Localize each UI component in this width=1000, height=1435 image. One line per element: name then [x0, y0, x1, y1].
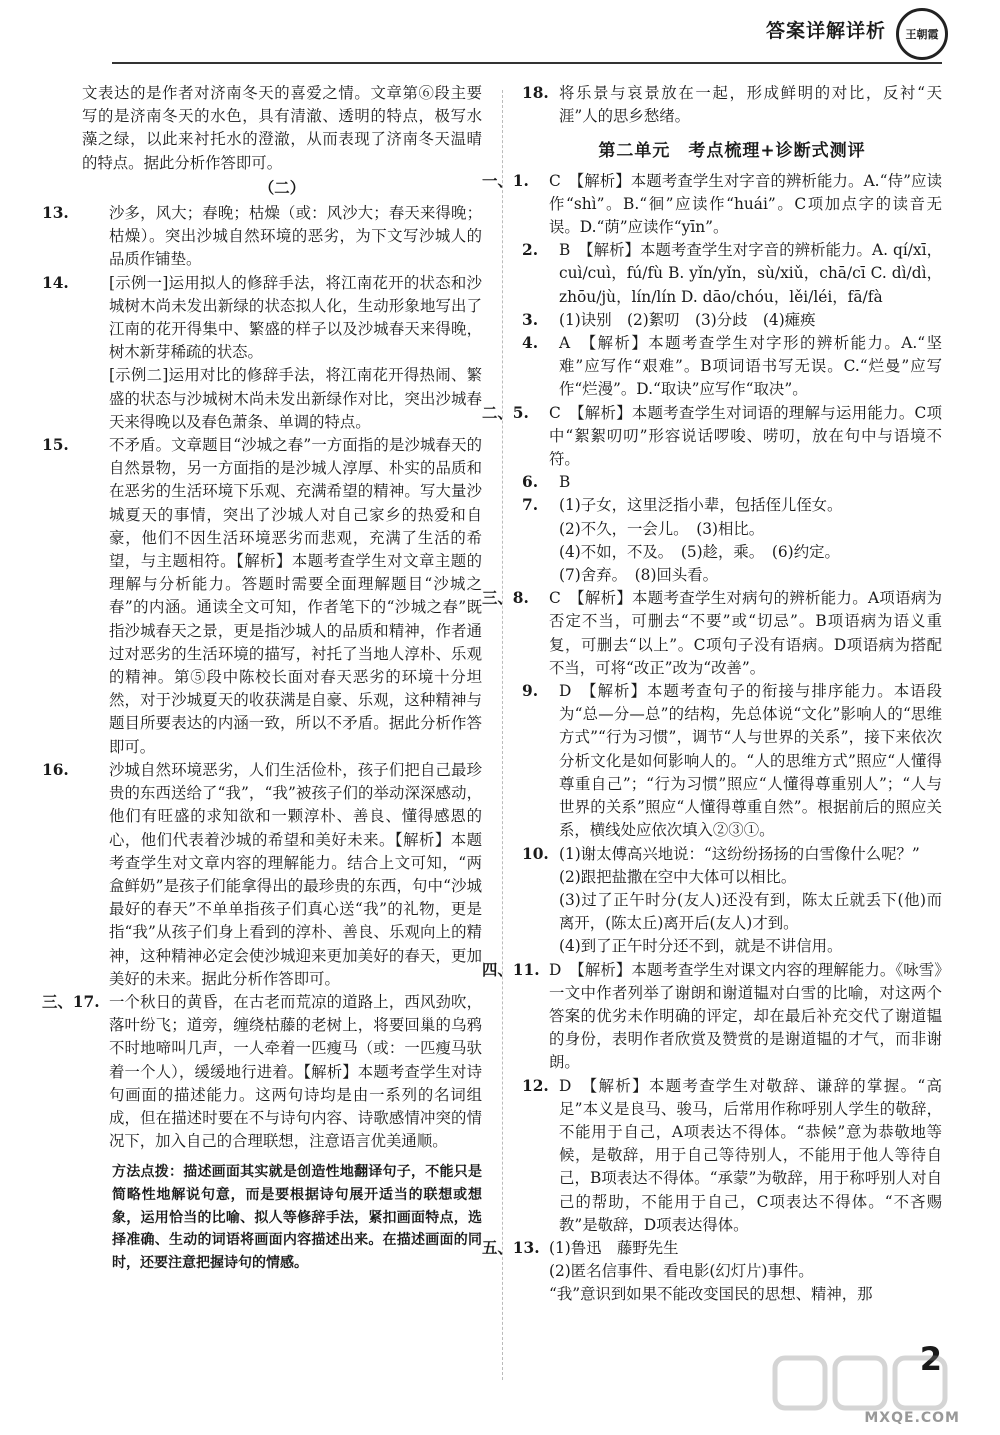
- answer-item: [522, 1075, 942, 1237]
- item-line: (2)跟把盐撒在空中大体可以相比。: [559, 867, 797, 886]
- answer-item: [522, 332, 942, 402]
- item-text: D 【解析】本题考查学生对敬辞、谦辞的掌握。“高足”本义是良马、骏马，后常用作称呼别人学生的敬辞，不能用于自己，A项表达不得体。“恭候”意为恭敬地等候，是敬辞，用于自己等待别人，不能用于他人等待自己，B项表达不得体。“承蒙”为敬辞，用于称呼别人对自己的帮助，不能用于自己，C项表达不得体。“不吝赐教”是敬辞，D项表达得体。: [559, 1076, 942, 1234]
- answer-item: [42, 202, 482, 272]
- item-text: 将乐景与哀景放在一起，形成鲜明的对比，反衬“天涯”人的思乡愁绪。: [559, 84, 942, 126]
- answer-item: [522, 82, 942, 128]
- left-column: [42, 82, 482, 1274]
- item-text: (1)诀别 (2)絮叨 (3)分歧 (4)瘫痪: [559, 310, 816, 329]
- right-column: [482, 82, 942, 1307]
- method-tip: 方法点拨：描述画面其实就是创造性地翻译句子，不能只是简略性地解说句意，而是要根据诗句展开适当的联想或想象，运用恰当的比喻、拟人等修辞手法，紧扣画面特点，选择准确、生动的词语将画面内容描述出来。在描述画面的同时，还要注意把握诗句的情感。: [112, 1164, 482, 1271]
- item-number: 14.: [42, 273, 69, 292]
- item-line: (4)不如，不及。 (5)趁，乘。 (6)约定。: [559, 542, 840, 561]
- item-text: B: [559, 473, 571, 492]
- item-number: 12.: [522, 1076, 549, 1095]
- item-line: “我”意识到如果不能改变国民的思想、精神，那: [549, 1285, 873, 1304]
- section-heading: （二）: [258, 178, 306, 197]
- item-line: (3)过了正午时分(友人)还没有到，陈太丘就丢下(他)而离开，(陈太丘)离开后(友人)才到。: [559, 890, 942, 933]
- item-line: (1)谢太傅高兴地说：“这纷纷扬扬的白雪像什么呢？”: [559, 844, 920, 863]
- item-text: D 【解析】本题考查句子的衔接与排序能力。本语段为“总—分—总”的结构，先总体说“文化”影响人的“思维方式”“行为习惯”，调节“人与世界的关系”，接下来依次分析文化是如何影响人的。“人的思维方式”照应“人懂得尊重自己”；“行为习惯”照应“人懂得尊重别人”；“人与世界的关系”照应“人懂得尊重自然”。根据前后的照应关系，横线处应依次填入②③①。: [559, 682, 942, 840]
- item-number: 四、11.: [482, 960, 540, 979]
- item-number: 一、1.: [482, 171, 529, 190]
- item-text: 沙城自然环境恶劣，人们生活俭朴，孩子们把自己最珍贵的东西送给了“我”，“我”被孩子们的举动深深感动，他们有旺盛的求知欲和一颗淳朴、善良、懂得感恩的心，他们代表着沙城的希望和美好未来。【解析】本题考查学生对文章内容的理解能力。结合上文可知，“两盒鲜奶”是孩子们能拿得出的最珍贵的东西，句中“沙城最好的春天”不单单指孩子们真心送“我”的礼物，更是指“我”从孩子们身上看到的淳朴、善良、乐观向上的精神，这种精神必定会使沙城迎来更加美好的春天，更加美好的未来。据此分析作答即可。: [109, 760, 482, 988]
- item-text: C 【解析】本题考查学生对病句的辨析能力。A项语病为否定不当，可删去“不要”或“切忌”。B项语病为语义重复，可删去“以上”。C项句子没有语病。D项语病为搭配不当，可将“改正”改为“改善”。: [549, 589, 942, 677]
- column-divider: [502, 90, 503, 1380]
- item-line: (1)鲁迅 藤野先生: [549, 1238, 679, 1257]
- item-text: [示例一]运用拟人的修辞手法，将江南花开的状态和沙城树木尚未发出新绿的状态拟人化，生动形象地写出了江南的花开得集中、繁盛的样子以及沙城春天来得晚，树木新芽稀疏的状态。: [109, 273, 482, 362]
- answer-item: [482, 959, 942, 1075]
- item-line: (4)到了正午时分还不到，就是不讲信用。: [559, 937, 843, 956]
- answer-item: [482, 170, 942, 240]
- page-header: [648, 8, 948, 58]
- item-number: 10.: [522, 844, 549, 863]
- answer-item: [42, 759, 482, 991]
- item-number: 13.: [42, 204, 69, 223]
- answer-item: [42, 434, 482, 759]
- item-number: 16.: [42, 760, 69, 779]
- item-line: (7)舍弃。 (8)回头看。: [559, 566, 719, 585]
- answer-item: [482, 402, 942, 472]
- item-number: 18.: [522, 84, 549, 102]
- page-number: 2: [919, 1340, 942, 1378]
- item-text: 一个秋日的黄昏，在古老而荒凉的道路上，西风劲吹，落叶纷飞；道旁，缠绕枯藤的老树上，将要回巢的乌鸦不时地啼叫几声，一人牵着一匹瘦马（或：一匹瘦马驮着一个人），缓缓地行进着。【解析】本题考查学生对诗句画面的描述能力。这两句诗均是由一系列的名词组成，但在描述时要在不与诗句内容、诗歌感情冲突的情况下，加入自己的合理联想，注意语言优美通顺。: [109, 992, 482, 1151]
- intro-paragraph: 文表达的是作者对济南冬天的喜爱之情。文章第⑥段主要写的是济南冬天的水色，具有清澈、透明的特点，极写水藻之绿，以此来衬托水的澄澈，从而表现了济南冬天温晴的特点。据此分析作答即可。: [82, 84, 482, 172]
- item-number: 三、8.: [482, 589, 529, 608]
- item-text: D 【解析】本题考查学生对课文内容的理解能力。《咏雪》一文中作者列举了谢朗和谢道韫对白雪的比喻，对这两个答案的优劣未作明确的评定，却在最后补充交代了谢道韫的身份，表明作者欣赏及赞赏的是谢道韫的才气，而非谢朗。: [549, 960, 942, 1072]
- item-number: 4.: [522, 334, 539, 353]
- item-number: 6.: [522, 473, 539, 492]
- item-number: 五、13.: [482, 1238, 540, 1257]
- item-number: 7.: [522, 496, 539, 515]
- item-text: B 【解析】本题考查学生对字音的辨析能力。A. qí/xī，cuì/cuì，fú/fù B. yǐn/yǐn，sù/xiǔ，chā/cī C. dì/dì，zhōu/jù，lín/lín D. dāo/chóu，lěi/léi，fā/fà: [559, 241, 942, 306]
- item-number: 2.: [522, 241, 539, 260]
- item-text: C 【解析】本题考查学生对字音的辨析能力。A.“侍”应读作“shì”。B.“徊”应读作“huái”。C项加点字的读音无误。D.“荫”应读作“yīn”。: [549, 171, 942, 237]
- item-number: 9.: [522, 682, 539, 701]
- watermark-text: MXQE.COM: [864, 1410, 960, 1426]
- answer-item: [522, 843, 942, 959]
- item-number: 15.: [42, 436, 69, 455]
- item-line: (2)匿名信事件、看电影(幻灯片)事件。: [549, 1262, 814, 1281]
- answer-item: [522, 494, 942, 587]
- item-text: [示例二]运用对比的修辞手法，将江南花开得热闹、繁盛的状态与沙城树木尚未发出新绿作对比，突出沙城春天来得晚以及春色萧条、单调的特点。: [109, 366, 482, 431]
- answer-item: [482, 1237, 942, 1307]
- item-number: 三、17.: [42, 992, 100, 1011]
- item-line: (1)子女，这里泛指小辈，包括侄儿侄女。: [559, 496, 843, 515]
- logo-text: 王朝霞: [905, 28, 939, 41]
- answer-item: [42, 272, 482, 434]
- unit-title: 第二单元 考点梳理+诊断式测评: [598, 141, 866, 162]
- item-text: C 【解析】本题考查学生对词语的理解与运用能力。C项中“絮絮叨叨”形容说话啰唆、唠叨，放在句中与语境不符。: [549, 403, 942, 469]
- brand-logo: [896, 8, 948, 60]
- item-number: 二、5.: [482, 403, 529, 422]
- answer-item: [522, 309, 942, 332]
- answer-item: [522, 680, 942, 842]
- answer-item: [42, 991, 482, 1153]
- header-divider: [112, 62, 942, 64]
- item-number: 3.: [522, 310, 539, 329]
- item-text: 沙多，风大；春晚；枯燥（或：风沙大；春天来得晚；枯燥）。突出沙城自然环境的恶劣，为下文写沙城人的品质作铺垫。: [109, 204, 482, 269]
- header-title: 答案详解详析: [765, 20, 886, 42]
- answer-item: [522, 471, 942, 494]
- answer-item: [522, 239, 942, 309]
- item-text: A 【解析】本题考查学生对字形的辨析能力。A.“坚难”应写作“艰难”。B项词语书写无误。C.“烂曼”应写作“烂漫”。D.“取诀”应写作“取决”。: [559, 334, 942, 399]
- item-text: 不矛盾。文章题目“沙城之春”一方面指的是沙城春天的自然景物，另一方面指的是沙城人淳厚、朴实的品质和在恶劣的生活环境下乐观、充满希望的精神。写大量沙城夏天的事情，突出了沙城人对自己家乡的热爱和自豪，他们不因生活环境恶劣而悲观，充满了生活的希望，与主题相符。【解析】本题考查学生对文章主题的理解与分析能力。答题时需要全面理解题目“沙城之春”的内涵。通读全文可知，作者笔下的“沙城之春”既指沙城春天之景，更是指沙城人的品质和精神，作者通过对恶劣的生活环境的描写，衬托了当地人淳朴、乐观的精神。第⑤段中陈校长面对春天恶劣的环境十分坦然，对于沙城夏天的收获满是自豪、乐观，这种精神与题目所要表达的内涵一致，所以不矛盾。据此分析作答即可。: [109, 436, 482, 756]
- item-line: (2)不久，一会儿。 (3)相比。: [559, 519, 765, 538]
- answer-item: [482, 587, 942, 680]
